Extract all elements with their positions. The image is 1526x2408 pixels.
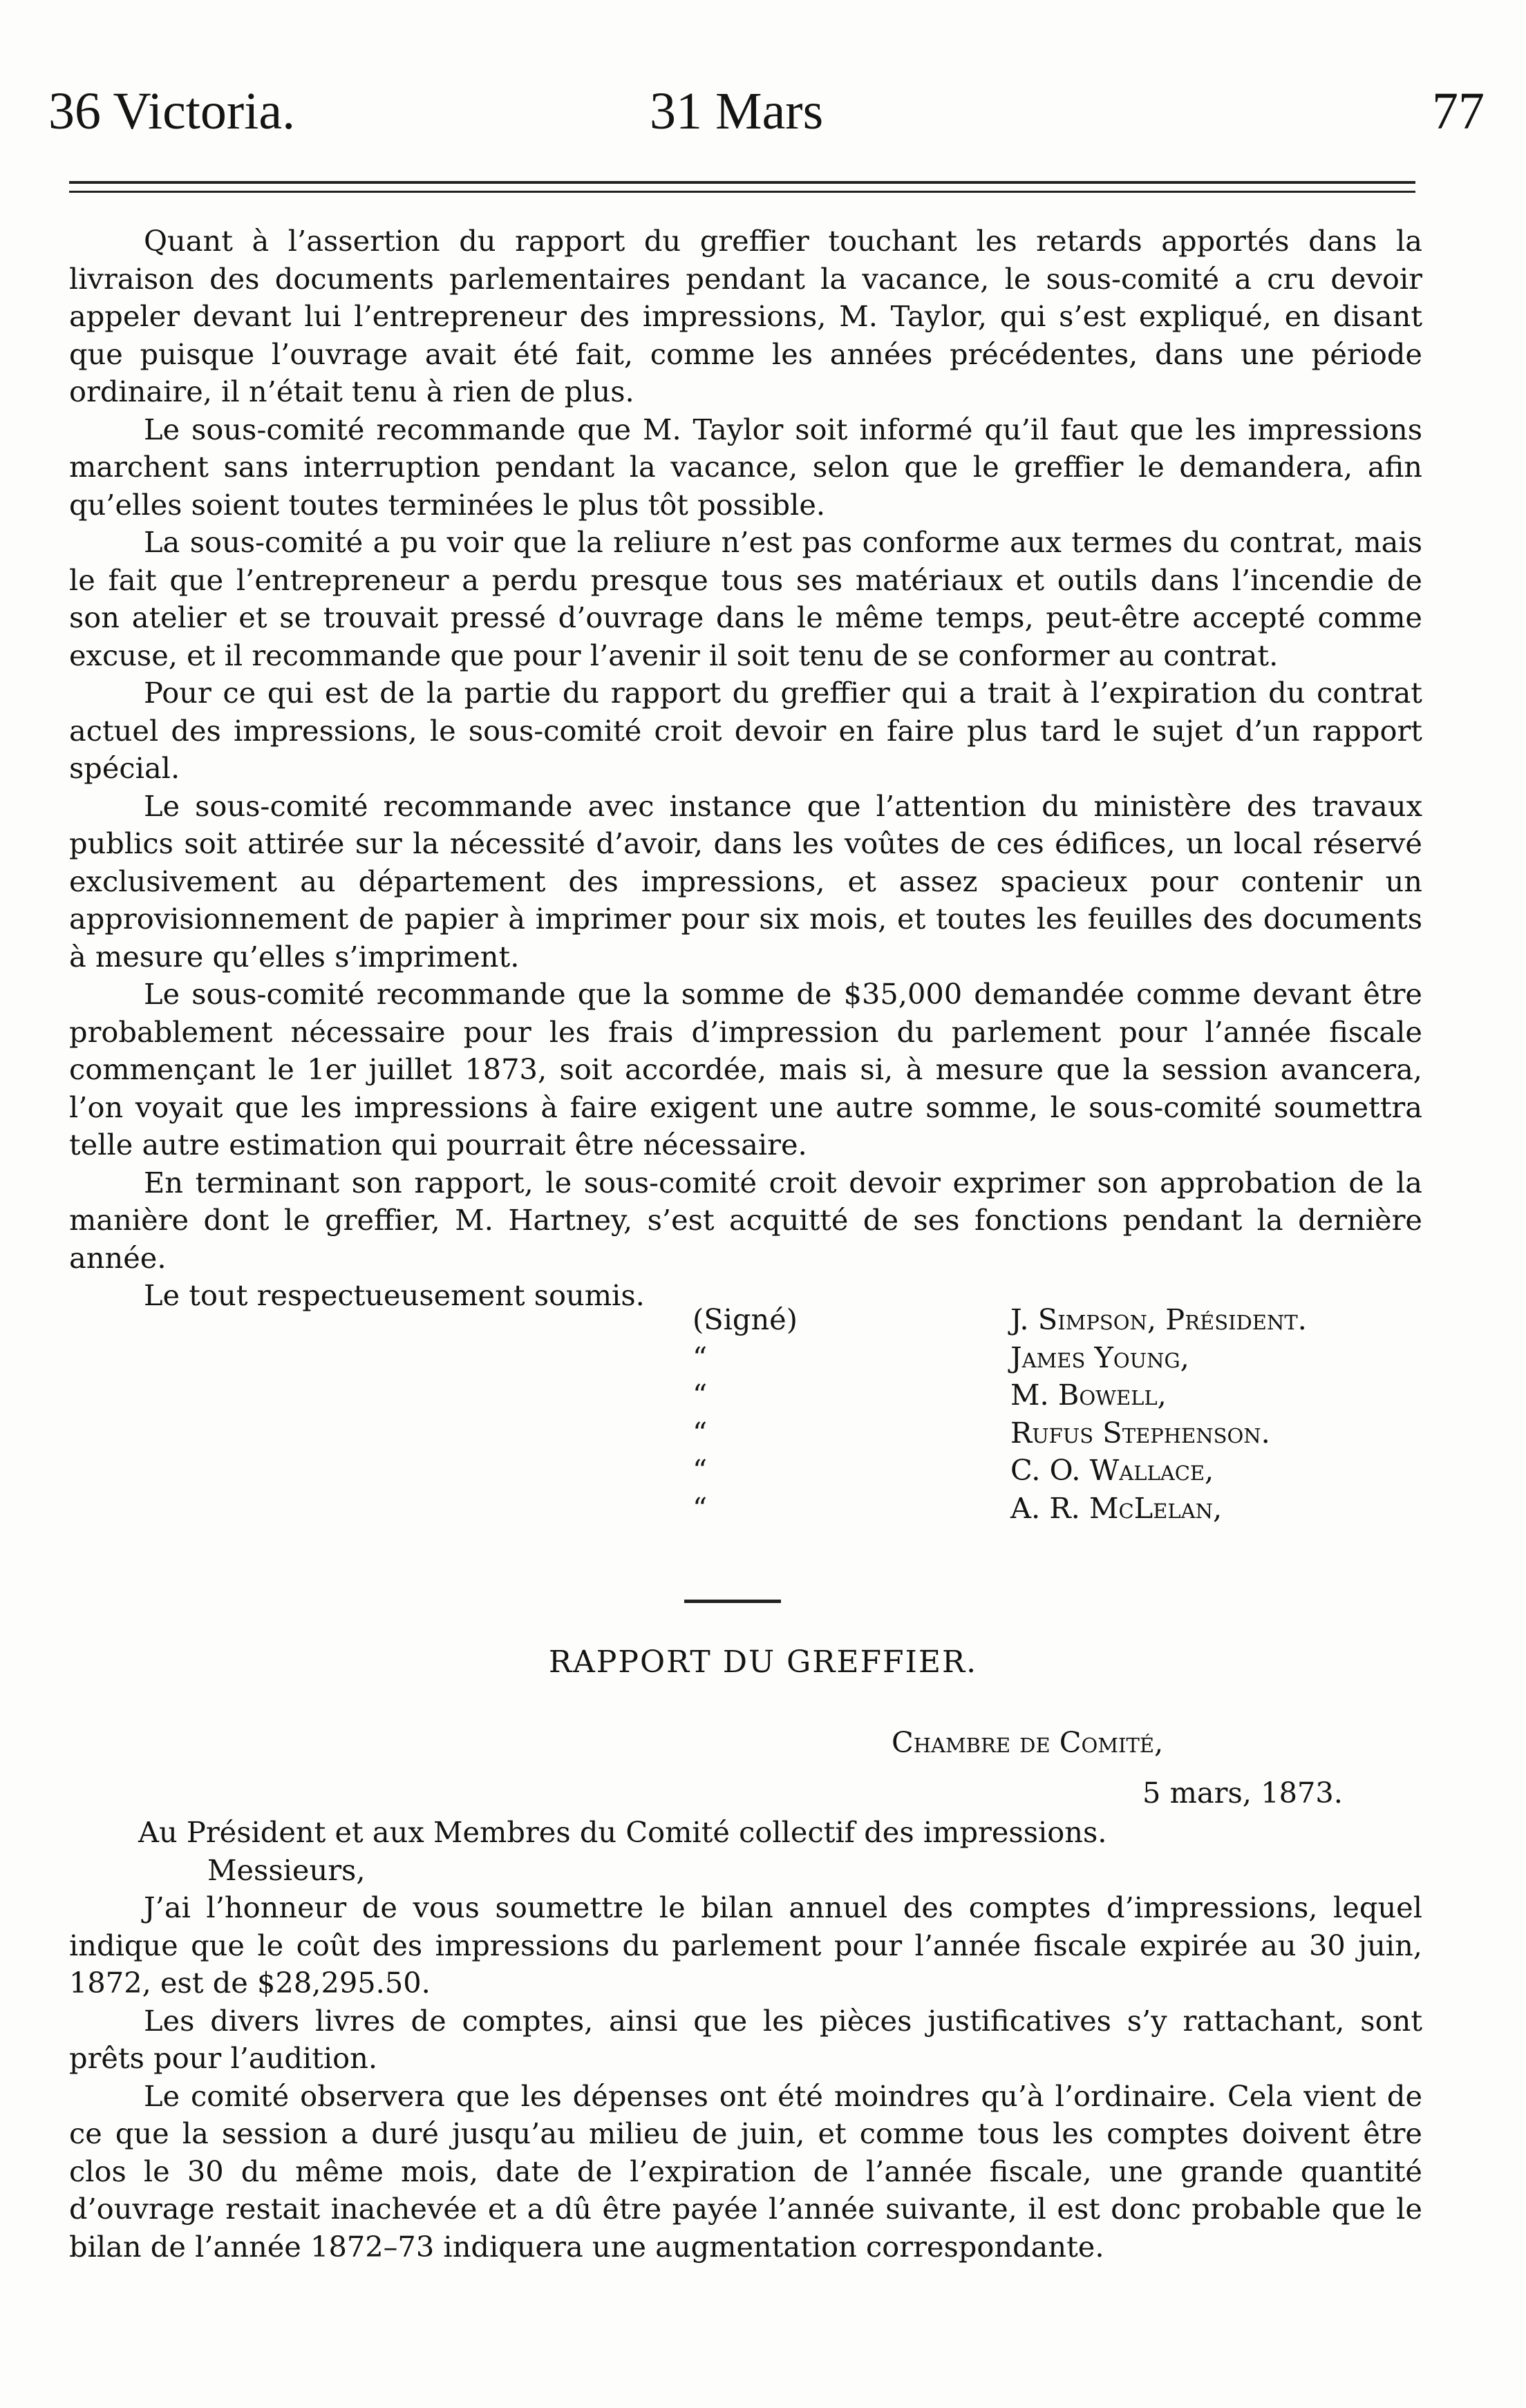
signature-row bbox=[684, 1376, 1307, 1414]
report-addressee: Au Président et aux Membres du Comité collectif des impressions. bbox=[138, 1815, 1107, 1849]
paragraph: J’ai l’honneur de vous soumettre le bilan annuel des comptes d’impressions, lequel indique que le coût des impressions du parlement pour l’année fiscale expirée au 30 juin, 1872, est de $28,295.50. bbox=[69, 1890, 1422, 2000]
signatory-name: M. Bowell, bbox=[1010, 1378, 1167, 1412]
header-date: 31 Mars bbox=[650, 82, 824, 140]
ditto-mark: “ bbox=[693, 1340, 708, 1374]
ditto-mark: “ bbox=[693, 1415, 708, 1450]
paragraph: Le tout respectueusement soumis. bbox=[144, 1278, 645, 1312]
signature-block bbox=[684, 1301, 1307, 1527]
paragraph: Le sous-comité recommande que M. Taylor soit informé qu’il faut que les impressions marchent sans interruption pendant la vacance, selon que le greffier le demandera, afin qu’elles soient toutes terminées le plus tôt possible. bbox=[69, 412, 1422, 522]
paragraph: La sous-comité a pu voir que la reliure n’est pas conforme aux termes du contrat, mais le fait que l’entrepreneur a perdu presque tous ses matériaux et outils dans l’incendie de son atelier et se trouvait pressé d’ouvrage dans le même temps, peut-être accepté comme excuse, et il recommande que pour l’avenir il soit tenu de se conformer au contrat. bbox=[69, 525, 1422, 672]
report-date: 5 mars, 1873. bbox=[1142, 1776, 1343, 1810]
header-rule bbox=[69, 181, 1415, 193]
clerk-report bbox=[69, 1814, 1422, 2266]
signatory-name: J. Simpson, Président. bbox=[1010, 1302, 1307, 1336]
paragraph: Le comité observera que les dépenses ont été moindres qu’à l’ordinaire. Cela vient de ce que la session a duré jusqu’au milieu de juin, et comme tous les comptes doivent être clos le 30 du même mois, date de l’expiration de l’année fiscale, une grande quantité d’ouvrage restait inachevée et a dû être payée l’année suivante, il est donc probable que le bilan de l’année 1872–73 indiquera une augmentation correspondante. bbox=[69, 2078, 1422, 2264]
signatory-name: A. R. McLelan, bbox=[1010, 1490, 1223, 1525]
paragraph: Quant à l’assertion du rapport du greffier touchant les retards apportés dans la livraison des documents parlementaires pendant la vacance, le sous-comité a cru devoir appeler devant lui l’entrepreneur des impressions, M. Taylor, qui s’est expliqué, en disant que puisque l’ouvrage avait été fait, comme les années précédentes, dans une période ordinaire, il n’était tenu à rien de plus. bbox=[69, 224, 1422, 408]
signature-row bbox=[684, 1490, 1307, 1528]
signatory-name: Rufus Stephenson. bbox=[1010, 1415, 1270, 1450]
signature-row bbox=[684, 1452, 1307, 1490]
paragraph: Les divers livres de comptes, ainsi que les pièces justificatives s’y rattachant, sont prêts pour l’audition. bbox=[69, 2003, 1422, 2075]
paragraph: Pour ce qui est de la partie du rapport du greffier qui a trait à l’expiration du contrat actuel des impressions, le sous-comité croit devoir en faire plus tard le sujet d’un rapport spécial. bbox=[69, 676, 1422, 785]
signatory-name: James Young, bbox=[1010, 1340, 1189, 1374]
signature-row bbox=[684, 1414, 1307, 1452]
ditto-mark: “ bbox=[693, 1490, 708, 1525]
signatory-name: C. O. Wallace, bbox=[1010, 1453, 1214, 1487]
ditto-mark: “ bbox=[693, 1378, 708, 1412]
ditto-mark: “ bbox=[693, 1453, 708, 1487]
report-salutation: Messieurs, bbox=[207, 1852, 366, 1887]
page-number: 77 bbox=[1432, 82, 1485, 140]
signature-mark: (Signé) bbox=[693, 1302, 798, 1336]
signature-row bbox=[684, 1339, 1307, 1377]
subcommittee-report bbox=[69, 222, 1422, 1315]
header-session: 36 Victoria. bbox=[48, 82, 296, 140]
paragraph: En terminant son rapport, le sous-comité croit devoir exprimer son approbation de la manière dont le greffier, M. Hartney, s’est acquitté de ses fonctions pendant la dernière année. bbox=[69, 1165, 1422, 1275]
paragraph: Le sous-comité recommande que la somme de $35,000 demandée comme devant être probablement nécessaire pour les frais d’impression du parlement pour l’année fiscale commençant le 1er juillet 1873, soit accordée, mais si, à mesure que la session avancera, l’on voyait que les impressions à faire exigent une autre somme, le sous-comité soumettra telle autre estimation qui pourrait être nécessaire. bbox=[69, 977, 1422, 1162]
section-divider bbox=[684, 1600, 781, 1603]
section-title: RAPPORT DU GREFFIER. bbox=[548, 1644, 978, 1680]
report-location: Chambre de Comité, bbox=[892, 1725, 1164, 1759]
page-header bbox=[48, 82, 1485, 158]
signature-row bbox=[684, 1301, 1307, 1339]
paragraph: Le sous-comité recommande avec instance que l’attention du ministère des travaux publics soit attirée sur la nécessité d’avoir, dans les voûtes de ces édifices, un local réservé exclusivement au département des impressions, et assez spacieux pour contenir un approvisionnement de papier à imprimer pour six mois, et toutes les feuilles des documents à mesure qu’elles s’impriment. bbox=[69, 788, 1422, 974]
